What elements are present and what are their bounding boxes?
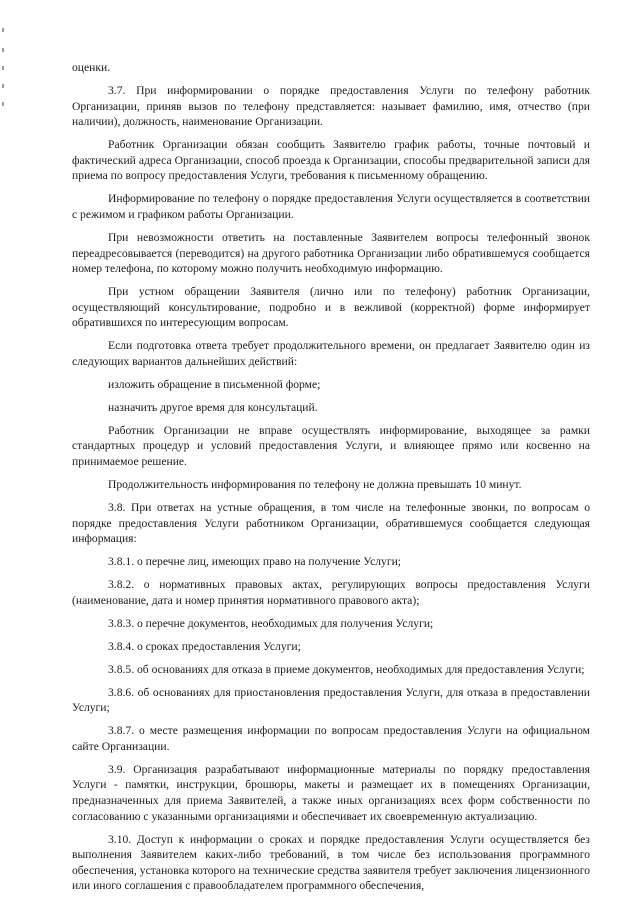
paragraph: назначить другое время для консультаций. xyxy=(108,400,318,414)
paragraph-3-8-1: 3.8.1. о перечне лиц, имеющих право на получение Услуги; xyxy=(108,555,402,569)
paragraph-3-9: 3.9. Организация разрабатывают информационные материалы по порядку предоставления Услуги - памятки, инструкции, брошюры, макеты и размещает их в помещениях Организации, предназначенных для приема Заявителей, а также иных организациях всех форм собственности по согласованию с указанными организациями и обеспечивает их своевременную актуализацию. xyxy=(72,762,590,823)
scan-edge-mark xyxy=(2,48,4,52)
scan-edge-mark xyxy=(2,102,4,106)
paragraph-3-10: 3.10. Доступ к информации о сроках и порядке предоставления Услуги осуществляется без выполнения Заявителем каких-либо требований, в том числе без использования программного обеспечения, установка которого на технические средства заявителя требует заключения лицензионного или иного соглашения с правообладателем программного обеспечения, xyxy=(72,832,590,893)
paragraph-3-8-3: 3.8.3. о перечне документов, необходимых для получения Услуги; xyxy=(108,616,434,630)
paragraph-3-8-4: 3.8.4. о сроках предоставления Услуги; xyxy=(108,639,301,653)
paragraph: Работник Организации не вправе осуществлять информирование, выходящее за рамки стандартных процедур и условий предоставления Услуги, и влияющее прямо или косвенно на принимаемое решение. xyxy=(72,423,590,468)
paragraph-3-8-5: 3.8.5. об основаниях для отказа в приеме документов, необходимых для предоставления Услуги; xyxy=(108,662,585,676)
paragraph-3-7: 3.7. При информировании о порядке предоставления Услуги по телефону работник Организации, приняв вызов по телефону представляется: называет фамилию, имя, отчество (при наличии), должность, наименование Организации. xyxy=(72,83,590,129)
paragraph-3-8-7: 3.8.7. о месте размещения информации по вопросам предоставления Услуги на официальном сайте Организации. xyxy=(72,724,590,753)
paragraph-3-8-2: 3.8.2. о нормативных правовых актах, регулирующих вопросы предоставления Услуги (наименование, дата и номер принятия нормативного правового акта); xyxy=(72,578,590,607)
paragraph: оценки. xyxy=(72,61,111,74)
paragraph-3-8-6: 3.8.6. об основаниях для приостановления предоставления Услуги, для отказа в предоставлении Услуги; xyxy=(72,685,590,715)
paragraph: Если подготовка ответа требует продолжительного времени, он предлагает Заявителю один из следующих вариантов дальнейших действий: xyxy=(72,339,590,368)
paragraph: При устном обращении Заявителя (лично или по телефону) работник Организации, осуществляющий консультирование, подробно и в вежливой (корректной) форме информирует обратившихся по интересующим вопросам. xyxy=(72,285,590,330)
scan-edge-mark xyxy=(2,66,4,70)
paragraph: При невозможности ответить на поставленные Заявителем вопросы телефонный звонок переадресовывается (переводится) на другого работника Организации либо обратившемуся сообщается номер телефона, по которому можно получить необходимую информацию. xyxy=(72,230,590,276)
document-body xyxy=(72,60,590,901)
paragraph: Информирование по телефону о порядке предоставления Услуги осуществляется в соответствии с режимом и графиком работы Организации. xyxy=(72,192,590,221)
scan-edge-mark xyxy=(2,84,4,88)
scan-edge-mark xyxy=(2,28,4,32)
paragraph: Продолжительность информирования по телефону не должна превышать 10 минут. xyxy=(108,477,522,491)
paragraph-3-8: 3.8. При ответах на устные обращения, в том числе на телефонные звонки, по вопросам о порядке предоставления Услуги работником Организации, обратившемуся сообщается следующая информация: xyxy=(72,500,590,546)
paragraph: изложить обращение в письменной форме; xyxy=(108,377,321,391)
paragraph: Работник Организации обязан сообщить Заявителю график работы, точные почтовый и фактический адреса Организации, способ проезда к Организации, способы предварительной записи для приема по вопросу предоставления Услуги, требования к письменному обращению. xyxy=(72,138,590,183)
